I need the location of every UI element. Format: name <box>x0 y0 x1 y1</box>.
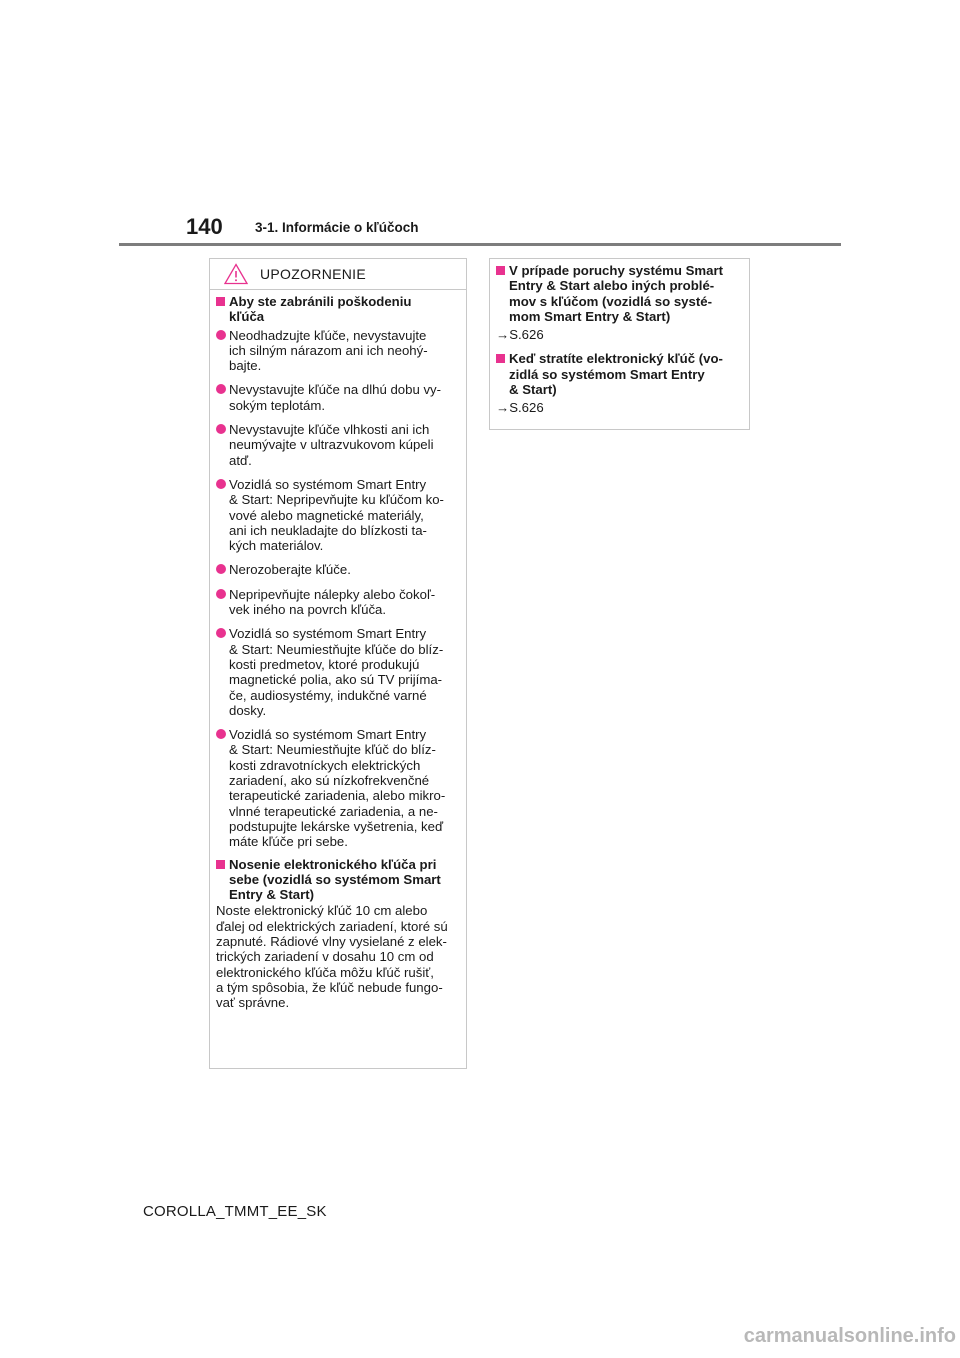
warning-bullet-item <box>216 626 461 718</box>
warning-heading-damage <box>216 294 461 325</box>
info-content <box>490 259 749 416</box>
warning-bullet-item <box>216 328 461 374</box>
document-code: COROLLA_TMMT_EE_SK <box>143 1203 327 1220</box>
bullet-text: Nevystavujte kľúče vlhkosti ani ich neumývajte v ultrazvukovom kúpeli atď. <box>229 422 434 468</box>
page-number: 140 <box>186 214 223 239</box>
heading-text: V prípade poruchy systému Smart Entry & Start alebo iných problé- mov s kľúčom (vozidlá so systé- mom Smart Entry & Start) <box>509 263 723 324</box>
circle-bullet-icon <box>216 479 226 489</box>
info-heading-lost-key <box>496 351 744 397</box>
warning-bullet-item <box>216 587 461 618</box>
info-box <box>489 258 750 430</box>
bullet-text: Nerozoberajte kľúče. <box>229 562 351 578</box>
watermark: carmanualsonline.info <box>743 1325 956 1347</box>
page-reference-link[interactable]: →S.626 <box>496 327 544 343</box>
circle-bullet-icon <box>216 384 226 394</box>
circle-bullet-icon <box>216 424 226 434</box>
square-bullet-icon <box>496 354 505 363</box>
bullet-text: Vozidlá so systémom Smart Entry & Start: Nepripevňujte ku kľúčom ko- vové alebo magnetické materiály, ani ich neukladajte do blízkosti ta- kých materiálov. <box>229 476 444 554</box>
warning-bullet-item <box>216 477 461 553</box>
warning-title: UPOZORNENIE <box>260 266 366 282</box>
info-heading-malfunction <box>496 263 744 324</box>
circle-bullet-icon <box>216 589 226 599</box>
bullet-text: Nepripevňujte nálepky alebo čokoľ- vek iného na povrch kľúča. <box>229 586 436 618</box>
warning-triangle-icon <box>224 263 248 285</box>
circle-bullet-icon <box>216 330 226 340</box>
warning-paragraph: Noste elektronický kľúč 10 cm alebo ďalej od elektrických zariadení, ktoré sú zapnuté. Rádiové vlny vysielané z elek- trických zariadení v dosahu 10 cm od elektronického kľúča môžu kľúč rušiť, a tým spôsobia, že kľúč nebude fungo- vať správne. <box>216 903 448 1011</box>
heading-text: Keď stratíte elektronický kľúč (vo- zidlá so systémom Smart Entry & Start) <box>509 351 723 398</box>
heading-text: Aby ste zabránili poškodeniu kľúča <box>229 294 412 325</box>
warning-bullet-item <box>216 562 461 577</box>
square-bullet-icon <box>216 860 225 869</box>
square-bullet-icon <box>216 297 225 306</box>
bullet-text: Neodhadzujte kľúče, nevystavujte ich silným nárazom ani ich neohý- bajte. <box>229 327 428 374</box>
page-reference-link[interactable]: →S.626 <box>496 400 544 416</box>
heading-text: Nosenie elektronického kľúča pri sebe (vozidlá so systémom Smart Entry & Start) <box>229 856 441 903</box>
warning-bullet-item <box>216 422 461 468</box>
bullet-text: Vozidlá so systémom Smart Entry & Start: Neumiestňujte kľúče do blíz- kosti predmetov, ktoré produkujú magnetické polia, ako sú TV prijíma- če, audiosystémy, indukčné varné dosky. <box>229 626 444 718</box>
warning-heading-carrying <box>216 857 461 903</box>
warning-bullet-list <box>216 328 461 850</box>
section-title: 3-1. Informácie o kľúčoch <box>255 220 419 235</box>
bullet-text: Nevystavujte kľúče na dlhú dobu vy- sokým teplotám. <box>229 382 442 413</box>
circle-bullet-icon <box>216 729 226 739</box>
warning-content <box>210 290 466 1010</box>
warning-box <box>209 258 467 1069</box>
header-rule <box>119 243 841 246</box>
bullet-text: Vozidlá so systémom Smart Entry & Start: Neumiestňujte kľúč do blíz- kosti zdravotníckych elektrických zariadení, ako sú nízkofrekvenčné terapeutické zariadenia, alebo mikro- vlnné terapeutické zariadenia, a ne- podstupujte lekárske vyšetrenia, keď máte kľúče pri sebe. <box>229 727 446 850</box>
square-bullet-icon <box>496 266 505 275</box>
warning-bullet-item <box>216 727 461 849</box>
circle-bullet-icon <box>216 628 226 638</box>
warning-header <box>210 259 466 290</box>
warning-bullet-item <box>216 382 461 413</box>
circle-bullet-icon <box>216 564 226 574</box>
